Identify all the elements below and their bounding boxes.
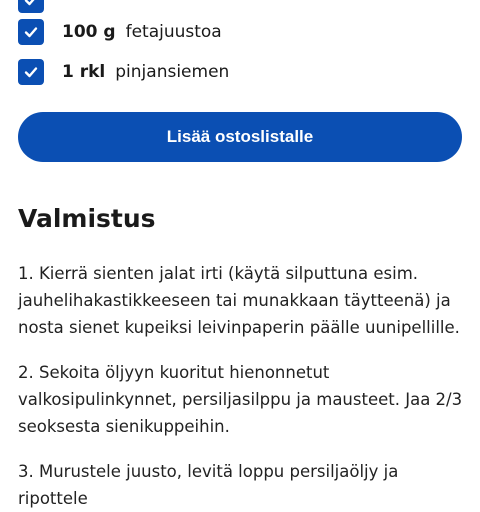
check-icon: [23, 24, 39, 40]
method-step: 3. Murustele juusto, levitä loppu persiljaöljy ja ripottele: [18, 462, 399, 508]
ingredient-text: [62, 62, 229, 82]
ingredient-name: fetajuustoa: [125, 22, 222, 42]
checkbox-checked[interactable]: [18, 59, 44, 85]
ingredient-row[interactable]: [18, 0, 72, 13]
check-icon: [23, 64, 39, 80]
ingredient-row[interactable]: [18, 19, 222, 45]
ingredient-text: [62, 22, 222, 42]
ingredient-row[interactable]: [18, 59, 229, 85]
method-step: 2. Sekoita öljyyn kuoritut hienonnetut valkosipulinkynnet, persiljasilppu ja mausteet. Jaa 2/3 seoksesta sienikuppeihin.: [18, 363, 463, 436]
ingredient-quantity: 100 g: [62, 22, 116, 42]
method-title: Valmistus: [18, 204, 156, 233]
method-step: 1. Kierrä sienten jalat irti (käytä silputtuna esim. jauhelihakastikkeeseen tai munakkaan täytteenä) ja nosta sienet kupeiksi leivinpaperin päälle uunipellille.: [18, 264, 460, 337]
ingredient-quantity: 1 rkl: [62, 62, 106, 82]
checkbox-checked[interactable]: [18, 0, 44, 13]
add-to-shopping-list-button[interactable]: Lisää ostoslistalle: [18, 112, 462, 162]
ingredient-name: pinjansiemen: [115, 62, 230, 82]
check-icon: [23, 0, 39, 8]
ingredient-text: [62, 0, 72, 10]
checkbox-checked[interactable]: [18, 19, 44, 45]
